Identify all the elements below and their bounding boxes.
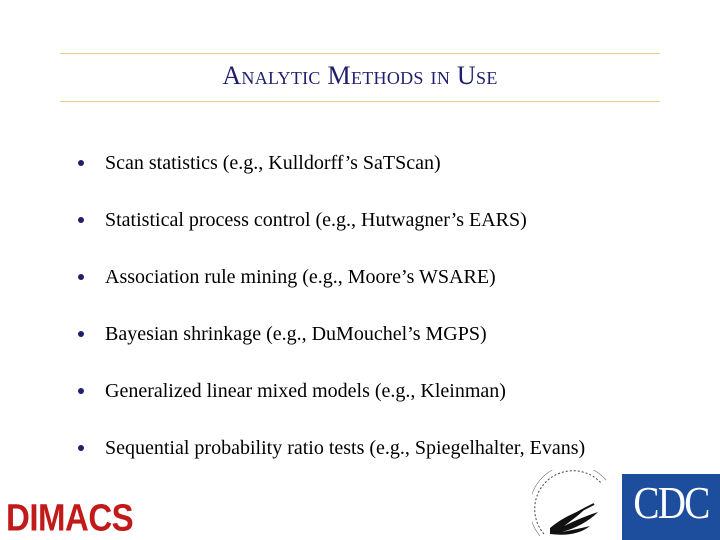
bullet-text: Bayesian shrinkage (e.g., DuMouchel’s MGPS) (105, 323, 487, 345)
hhs-eagle-icon (532, 470, 620, 540)
slide-title: Analytic Methods in Use (222, 61, 498, 90)
bullet-icon (78, 160, 84, 166)
bullet-text: Scan statistics (e.g., Kulldorff’s SaTScan) (105, 152, 441, 174)
bullet-item (78, 205, 585, 235)
dimacs-logo-text: DIMACS (6, 496, 134, 539)
cdc-logo (622, 474, 720, 540)
bullet-icon (78, 274, 84, 280)
bullet-icon (78, 217, 84, 223)
bullet-item (78, 262, 585, 292)
cdc-logo-text: CDC (633, 477, 709, 528)
dimacs-logo (2, 494, 132, 540)
bullet-item (78, 319, 585, 349)
bullet-icon (78, 331, 84, 337)
bullet-text: Association rule mining (e.g., Moore’s WSARE) (105, 266, 496, 288)
bullet-icon (78, 388, 84, 394)
title-rule-top (60, 53, 660, 54)
bullet-item (78, 376, 585, 406)
bullet-item (78, 433, 585, 463)
title-rule-bottom (60, 101, 660, 102)
bullet-text: Generalized linear mixed models (e.g., Kleinman) (105, 380, 506, 402)
bullet-item (78, 148, 585, 178)
bullet-text: Statistical process control (e.g., Hutwagner’s EARS) (105, 209, 527, 231)
bullet-text: Sequential probability ratio tests (e.g., Spiegelhalter, Evans) (105, 437, 586, 459)
bullet-icon (78, 445, 84, 451)
bullet-list (78, 148, 585, 490)
